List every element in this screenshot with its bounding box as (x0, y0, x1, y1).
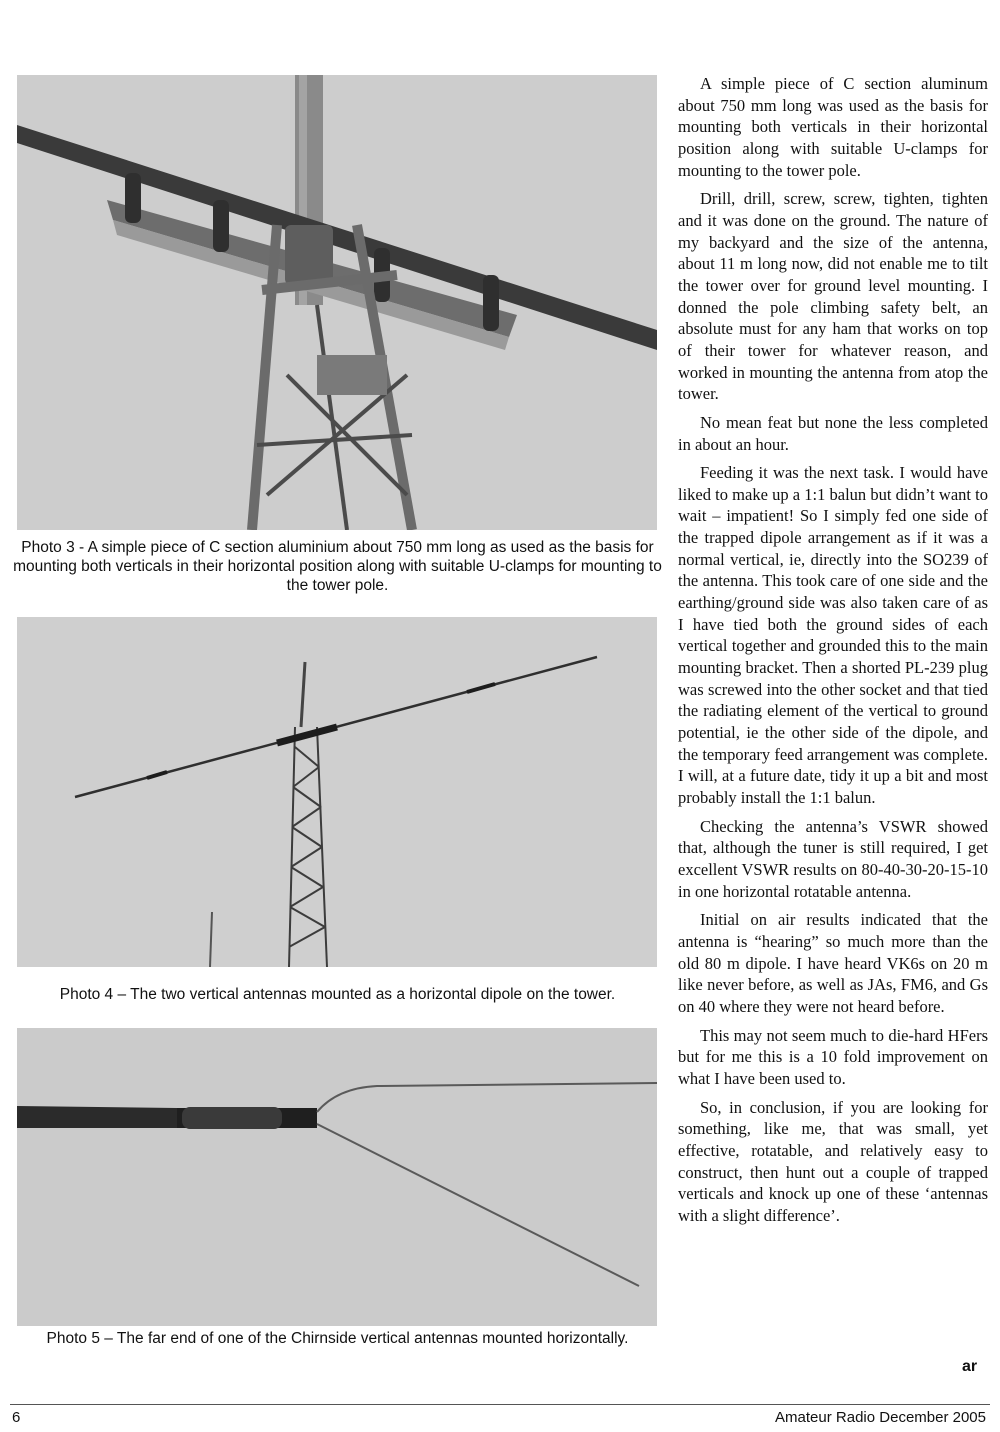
photo-5-caption: Photo 5 – The far end of one of the Chirnside vertical antennas mounted horizontally. (46, 1330, 629, 1347)
article-paragraph: Drill, drill, screw, screw, tighten, tighten and it was done on the ground. The nature of my backyard and the size of the antenna, about 11 m long now, did not enable me to tilt the tower over for ground level mounting. I donned the pole climbing safety belt, an absolute must for any ham that works on top of their tower for whatever reason, and worked in mounting the antenna from atop the tower. (678, 189, 988, 404)
photo-3 (17, 75, 657, 530)
photo-4 (17, 617, 657, 967)
article-paragraph: A simple piece of C section aluminum about 750 mm long was used as the basis for mounting both verticals in their horizontal position along with suitable U-clamps for mounting to the tower pole. (678, 74, 988, 180)
photo-3-caption: Photo 3 - A simple piece of C section aluminium about 750 mm long as used as the basis for mounting both verticals in their horizontal position along with suitable U-clamps for mounting to the tower pole. (13, 539, 662, 594)
photo-5-image (17, 1028, 657, 1326)
article-paragraph: This may not seem much to die-hard HFers but for me this is a 10 fold improvement on what I have been used to. (678, 1025, 988, 1088)
article-body (678, 73, 988, 1233)
photo-3-image (17, 75, 657, 530)
publication-footer: Amateur Radio December 2005 (775, 1409, 986, 1426)
photo-4-image (17, 617, 657, 967)
article-paragraph: Checking the antenna’s VSWR showed that, although the tuner is still required, I get excellent VSWR results on 80-40-30-20-15-10 in one horizontal rotatable antenna. (678, 816, 988, 901)
article-paragraph: No mean feat but none the less completed in about an hour. (678, 412, 988, 454)
footer-rule (10, 1404, 990, 1405)
page-number: 6 (12, 1409, 21, 1426)
photo-5 (17, 1028, 657, 1326)
article-paragraph: Feeding it was the next task. I would have liked to make up a 1:1 balun but didn’t want to wait – impatient! So I simply fed one side of the trapped dipole arrangement as if it was a normal vertical, ie, directly into the SO239 of the antenna. This took care of one side and the earthing/ground side was also taken care of as I have tied both the ground sides of each vertical together and grounded this to the main mounting bracket. Then a shorted PL-239 plug was screwed into the other socket and that tied the radiating element of the vertical to ground potential, ie the other side of the dipole, and the temporary feed arrangement was complete. I will, at a future date, tidy it up a bit and most probably install the 1:1 balun. (678, 463, 988, 807)
photo-4-caption: Photo 4 – The two vertical antennas mounted as a horizontal dipole on the tower. (59, 986, 616, 1003)
article-signoff: ar (962, 1358, 978, 1375)
article-paragraph: So, in conclusion, if you are looking for something, like me, that was small, yet effective, rotatable, and relatively easy to construct, then hunt out a couple of trapped verticals and knock up one of these ‘antennas with a slight difference’. (678, 1097, 988, 1225)
article-paragraph: Initial on air results indicated that the antenna is “hearing” so much more than the old 80 m dipole. I have heard VK6s on 20 m like never before, as well as JAs, FM6, and Gs on 40 where they were not heard before. (678, 910, 988, 1016)
